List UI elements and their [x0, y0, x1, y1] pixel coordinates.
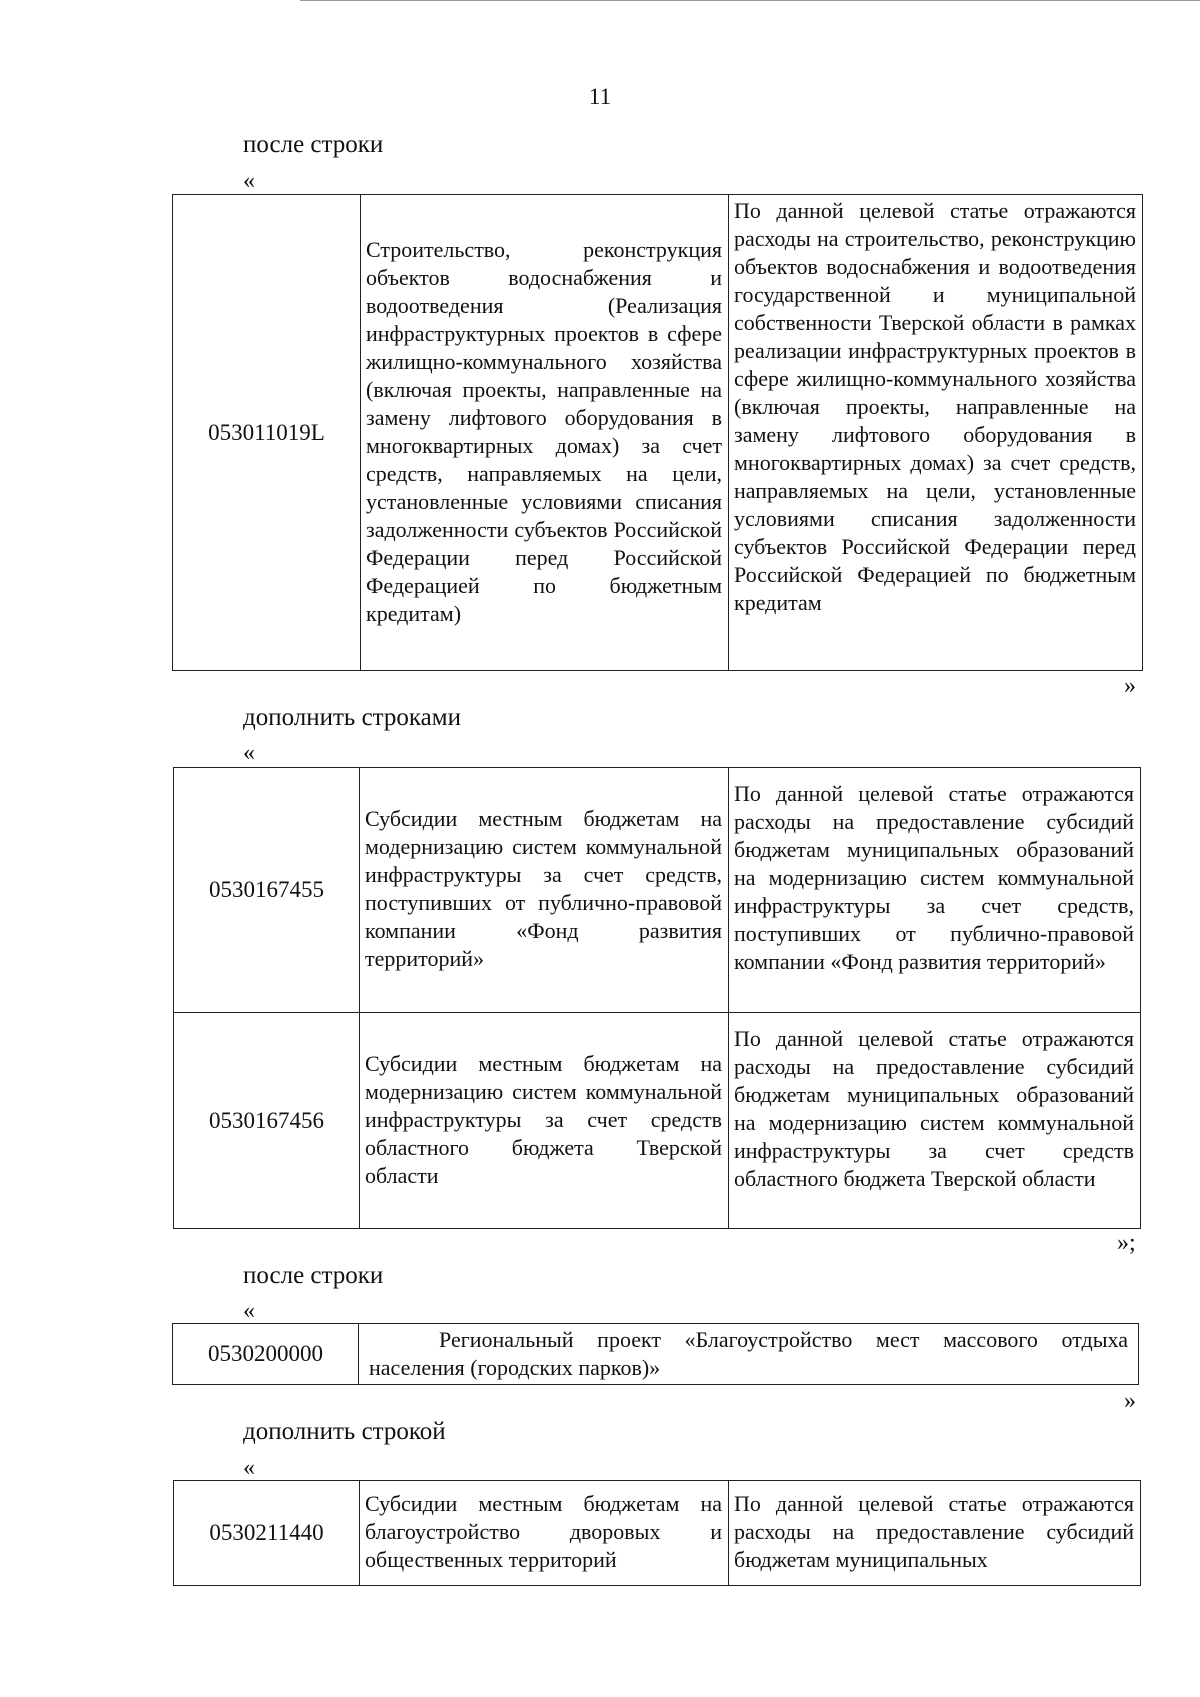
description-text: По данной целевой статье отражаются расходы на строительство, реконструкцию объектов водоснабжения и водоотведения государственной и муниципальной собственности Тверской области в рамках реализации инфраструктурных проектов в сфере жилищно-коммунального хозяйства (включая проекты, направленные на замену лифтового оборудования в многоквартирных домах) за счет средств, направляемых на цели, установленные условиями списания задолженности субъектов Российской Федерации перед Российской Федерацией по бюджетным кредитам [734, 198, 1136, 615]
name-text: Субсидии местным бюджетам на благоустройство дворовых и общественных территорий [365, 1491, 722, 1572]
description-text: По данной целевой статье отражаются расходы на предоставление субсидий бюджетам муниципальных [734, 1491, 1134, 1572]
table-row [174, 1013, 1141, 1229]
open-quote: « [243, 740, 255, 766]
table-section-3 [172, 1323, 1139, 1385]
table-section-2 [173, 767, 1141, 1229]
name-cell [360, 1013, 729, 1229]
code-cell: 0530211440 [174, 1481, 360, 1586]
close-quote: » [1124, 1388, 1136, 1414]
table-row [173, 195, 1143, 671]
close-quote: »; [1117, 1230, 1136, 1256]
section-label: дополнить строкой [243, 1418, 446, 1445]
code-cell: 0530167455 [174, 768, 360, 1013]
description-cell [729, 195, 1143, 671]
name-text: Строительство, реконструкция объектов водоснабжения и водоотведения (Реализация инфраструктурных проектов в сфере жилищно-коммунального хозяйства (включая проекты, направленные на замену лифтового оборудования в многоквартирных домах) за счет средств, направляемых на цели, установленные условиями списания задолженности субъектов Российской Федерации перед Российской Федерацией по бюджетным кредитам) [366, 236, 722, 626]
table-row [173, 1324, 1139, 1385]
section-label: после строки [243, 1262, 384, 1289]
open-quote: « [243, 1298, 255, 1324]
description-cell [729, 1013, 1141, 1229]
top-edge-line [300, 0, 1200, 1]
code-cell: 053011019L [173, 195, 361, 671]
description-text: По данной целевой статье отражаются расходы на предоставление субсидий бюджетам муниципальных образований на модернизацию систем коммунальной инфраструктуры за счет средств, поступивших от публично-правовой компании «Фонд развития территорий» [734, 781, 1134, 974]
close-quote: » [1124, 673, 1136, 699]
name-text: Субсидии местным бюджетам на модернизацию систем коммунальной инфраструктуры за счет средств, поступивших от публично-правовой компании «Фонд развития территорий» [365, 806, 722, 971]
code-cell: 0530167456 [174, 1013, 360, 1229]
code-cell: 0530200000 [173, 1324, 359, 1385]
name-text: Региональный проект «Благоустройство мест массового отдыха населения (городских парков)» [369, 1327, 1128, 1380]
name-cell [359, 1324, 1139, 1385]
open-quote: « [243, 1455, 255, 1481]
name-text: Субсидии местным бюджетам на модернизацию систем коммунальной инфраструктуры за счет средств областного бюджета Тверской области [365, 1050, 722, 1188]
section-label: после строки [243, 131, 384, 158]
page-number: 11 [588, 84, 612, 109]
description-cell [729, 1481, 1141, 1586]
name-cell [361, 195, 729, 671]
table-section-4 [173, 1480, 1141, 1586]
table-row [174, 1481, 1141, 1586]
name-cell [360, 768, 729, 1013]
name-cell [360, 1481, 729, 1586]
table-section-1 [172, 194, 1143, 671]
description-cell [729, 768, 1141, 1013]
open-quote: « [243, 168, 255, 194]
description-text: По данной целевой статье отражаются расходы на предоставление субсидий бюджетам муниципальных образований на модернизацию систем коммунальной инфраструктуры за счет средств областного бюджета Тверской области [734, 1026, 1134, 1191]
section-label: дополнить строками [243, 704, 461, 731]
table-row [174, 768, 1141, 1013]
